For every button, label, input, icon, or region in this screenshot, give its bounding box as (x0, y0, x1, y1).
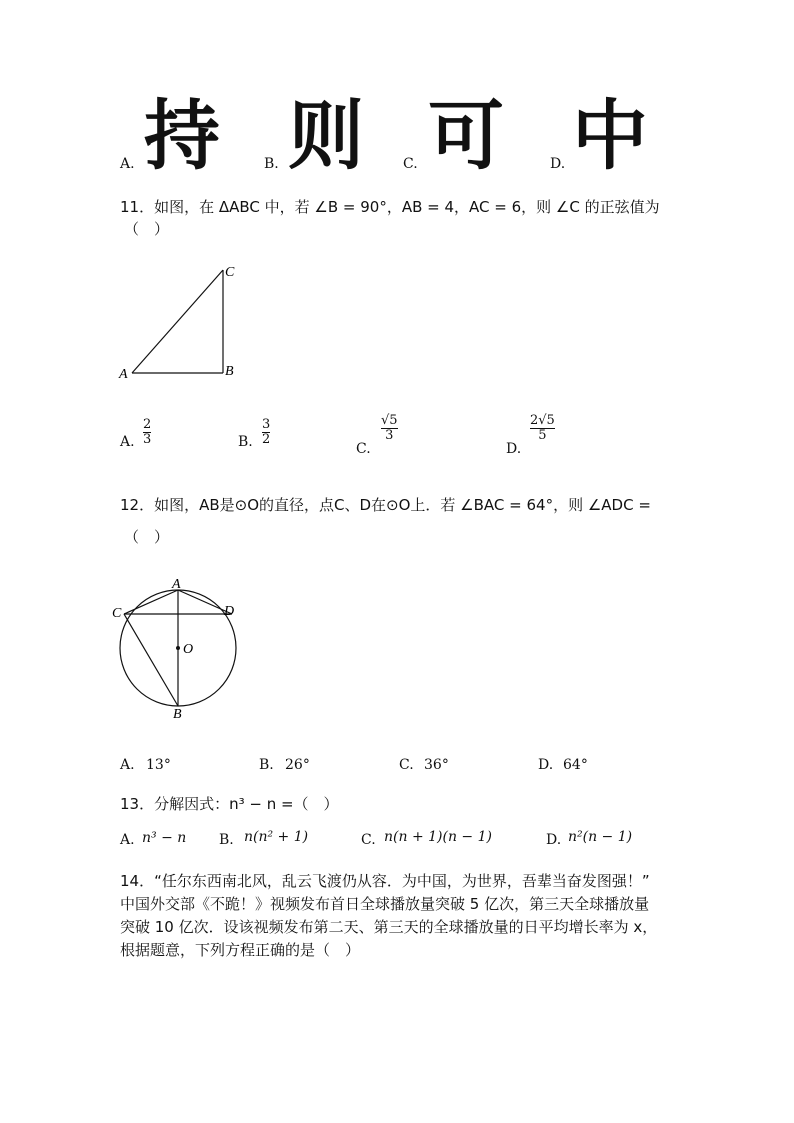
point-d-label: D (224, 604, 235, 619)
denominator: 5 (538, 428, 547, 443)
q13-option-c-text: n(n + 1)(n − 1) (384, 829, 492, 845)
q12-option-d-letter: D. (538, 757, 554, 773)
q11-stem: 11．如图，在 ΔABC 中，若 ∠B = 90°，AB = 4，AC = 6，则 ∠C 的正弦值为 (120, 198, 660, 216)
q10-option-d-letter: D. (550, 156, 566, 172)
q11-option-b-fraction (262, 418, 270, 447)
q11-option-d-fraction (530, 414, 555, 443)
q12-stem: 12．如图，AB是⊙O的直径，点C、D在⊙O上．若 ∠BAC = 64°，则 ∠ADC = (120, 496, 651, 514)
denominator: 3 (143, 432, 152, 447)
q14-line-4: 根据题意，下列方程正确的是（ ） (120, 941, 361, 959)
q10-option-b-char: 则 (288, 91, 364, 180)
q13-option-b-text: n(n² + 1) (244, 829, 309, 845)
vertex-b-label: B (225, 364, 234, 379)
chord-cb (124, 614, 178, 706)
denominator: 2 (262, 432, 271, 447)
chord-ca (124, 590, 178, 614)
q12-option-a-text: 13° (146, 757, 171, 773)
q11-option-a-fraction (143, 418, 151, 447)
triangle-abc (132, 270, 223, 373)
numerator: 3 (262, 417, 271, 432)
q10-option-c-char: 可 (428, 91, 504, 180)
q11-option-c-letter: C. (356, 441, 371, 457)
q13-option-d-letter: D. (546, 832, 562, 848)
q10-option-b-letter: B. (264, 156, 279, 172)
q11-option-d-letter: D. (506, 441, 522, 457)
side-ac (132, 270, 223, 373)
vertex-c-label: C (225, 265, 235, 280)
point-a-label: A (172, 577, 181, 592)
center-dot (176, 646, 180, 650)
q12-option-c-text: 36° (424, 757, 449, 773)
q13-option-d-text: n²(n − 1) (568, 829, 633, 845)
vertex-a-label: A (119, 367, 128, 382)
q11-option-a-letter: A. (120, 434, 135, 450)
q10-option-a-char: 持 (144, 91, 220, 180)
center-o-label: O (183, 642, 194, 657)
numerator: 2 (143, 417, 152, 432)
q12-circle-figure (112, 572, 252, 722)
q12-option-b-text: 26° (285, 757, 310, 773)
q10-option-c-letter: C. (403, 156, 418, 172)
q12-option-a-letter: A. (120, 757, 135, 773)
q14-line-2: 中国外交部《不跪！》视频发布首日全球播放量突破 5 亿次，第三天全球播放量 (120, 895, 650, 913)
q13-option-a-text: n³ − n (142, 830, 187, 846)
q12-answer-paren: （ ） (124, 528, 170, 546)
q11-option-c-fraction (381, 414, 398, 443)
numerator: 2√5 (530, 413, 555, 428)
q11-option-b-letter: B. (238, 434, 253, 450)
q12-option-c-letter: C. (399, 757, 414, 773)
numerator: √5 (381, 413, 398, 428)
q13-option-a-letter: A. (120, 832, 135, 848)
q14-line-3: 突破 10 亿次．设该视频发布第二天、第三天的全球播放量的日平均增长率为 x， (120, 918, 658, 936)
q13-option-c-letter: C. (361, 832, 376, 848)
q11-triangle-figure (115, 258, 255, 383)
point-b-label: B (173, 707, 182, 722)
q11-answer-paren: （ ） (124, 220, 170, 238)
q13-option-b-letter: B. (219, 832, 234, 848)
denominator: 3 (385, 428, 394, 443)
q12-option-b-letter: B. (259, 757, 274, 773)
point-c-label: C (112, 606, 122, 621)
q12-option-d-text: 64° (563, 757, 588, 773)
q13-stem: 13．分解因式：n³ − n =（ ） (120, 795, 339, 813)
q14-line-1: 14．“任尔东西南北风，乱云飞渡仍从容．为中国，为世界，吾辈当奋发图强！” (120, 872, 650, 890)
q10-option-d-char: 中 (572, 91, 648, 180)
q10-option-a-letter: A. (120, 156, 135, 172)
